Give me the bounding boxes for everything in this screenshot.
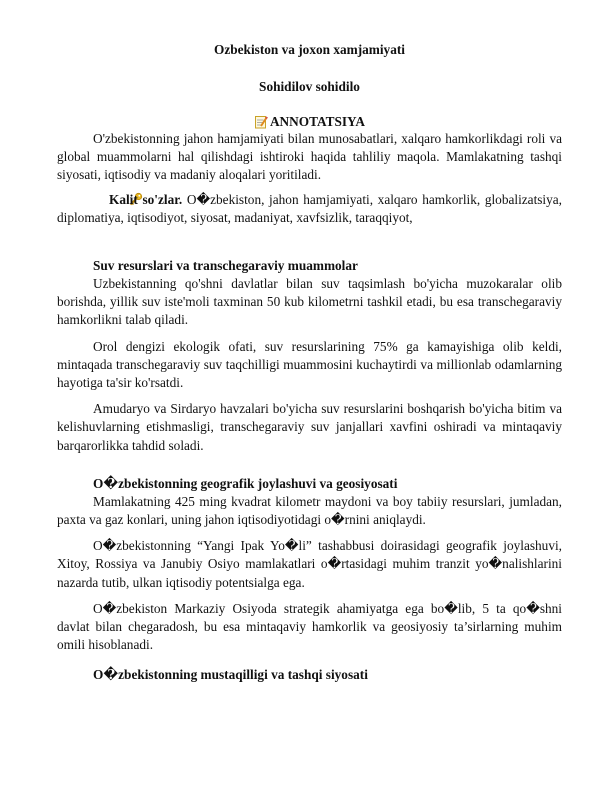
section-paragraph: Amudaryo va Sirdaryo havzalari bo'yicha suv resurslarini boshqarish bo'yicha bitim va kelishuvlarning etishmasligi, transchegaraviy suv janjallari xavfini oshiradi va mintaqaviy barqarorlikka tahdid soladi.	[57, 401, 562, 453]
keywords-label: Kalit so'zlar.	[109, 191, 183, 207]
section-paragraph: Orol dengizi ekologik ofati, suv resurslarining 75% ga kamayishiga olib keldi, mintaqada transchegaraviy suv taqchilligi muammosini kuchaytirdi va millionlab odamlarning hayotiga ta'sir ko'rsatdi.	[57, 338, 562, 391]
section-heading-water: Suv resurslari va transchegaraviy muammolar	[93, 258, 358, 274]
section-paragraph: O�zbekiston Markaziy Osiyoda strategik ahamiyatga ega bo�lib, 5 ta qo�shni davlat bilan chegaradosh, bu esa mintaqaviy hamkorlik va geosiyosiy ta’sirlarning muhim omili hisoblanadi.	[57, 600, 562, 653]
memo-icon	[254, 115, 268, 129]
annotation-heading	[57, 114, 562, 130]
keywords-paragraph	[57, 191, 562, 227]
author-name: Sohidilov sohidilo	[259, 79, 360, 94]
section-heading-independence: O�zbekistonning mustaqilligi va tashqi siyosati	[93, 667, 368, 683]
keywords-text: O�zbekiston, jahon hamjamiyati, xalqaro hamkorlik, globalizatsiya, diplomatiya, iqtisodiyot, siyosat, madaniyat, xavfsizlik, taraqqiyot,	[57, 191, 563, 225]
section-heading-geography: O�zbekistonning geografik joylashuvi va geosiyosati	[93, 475, 398, 491]
key-icon	[93, 192, 107, 206]
annotation-paragraph: O'zbekistonning jahon hamjamiyati bilan munosabatlari, xalqaro hamkorlikdagi roli va global muammolarni hal qilishdagi ishtiroki haqida tahliliy maqola. Mamlakatning tashqi siyosati, iqtisodiy va madaniy aloqalari yoritiladi.	[57, 131, 562, 183]
section-paragraph: Uzbekistanning qo'shni davlatlar bilan suv taqsimlash bo'yicha muzokaralar olib borishda, yillik suv iste'moli taxminan 50 kub kilometrni tashkil etadi, bu esa transchegaraviy hamkorlikni talab qiladi.	[57, 276, 562, 328]
document-title: Ozbekiston va joxon xamjamiyati	[214, 42, 405, 57]
section-paragraph: O�zbekistonning “Yangi Ipak Yo�li” tashabbusi doirasidagi geografik joylashuvi, Xitoy, Rossiya va Janubiy Osiyo mamlakatlari o�rtasidagi muhim tranzit yo�nalishlarini nazarda tutib, ulkan iqtisodiy potentsialga ega.	[57, 538, 562, 590]
annotation-heading-text: ANNOTATSIYA	[269, 114, 366, 129]
section-paragraph: Mamlakatning 425 ming kvadrat kilometr maydoni va boy tabiiy resurslari, jumladan, paxta va gaz konlari, uning jahon iqtisodiyotidagi o�rnini aniqlaydi.	[57, 493, 562, 528]
